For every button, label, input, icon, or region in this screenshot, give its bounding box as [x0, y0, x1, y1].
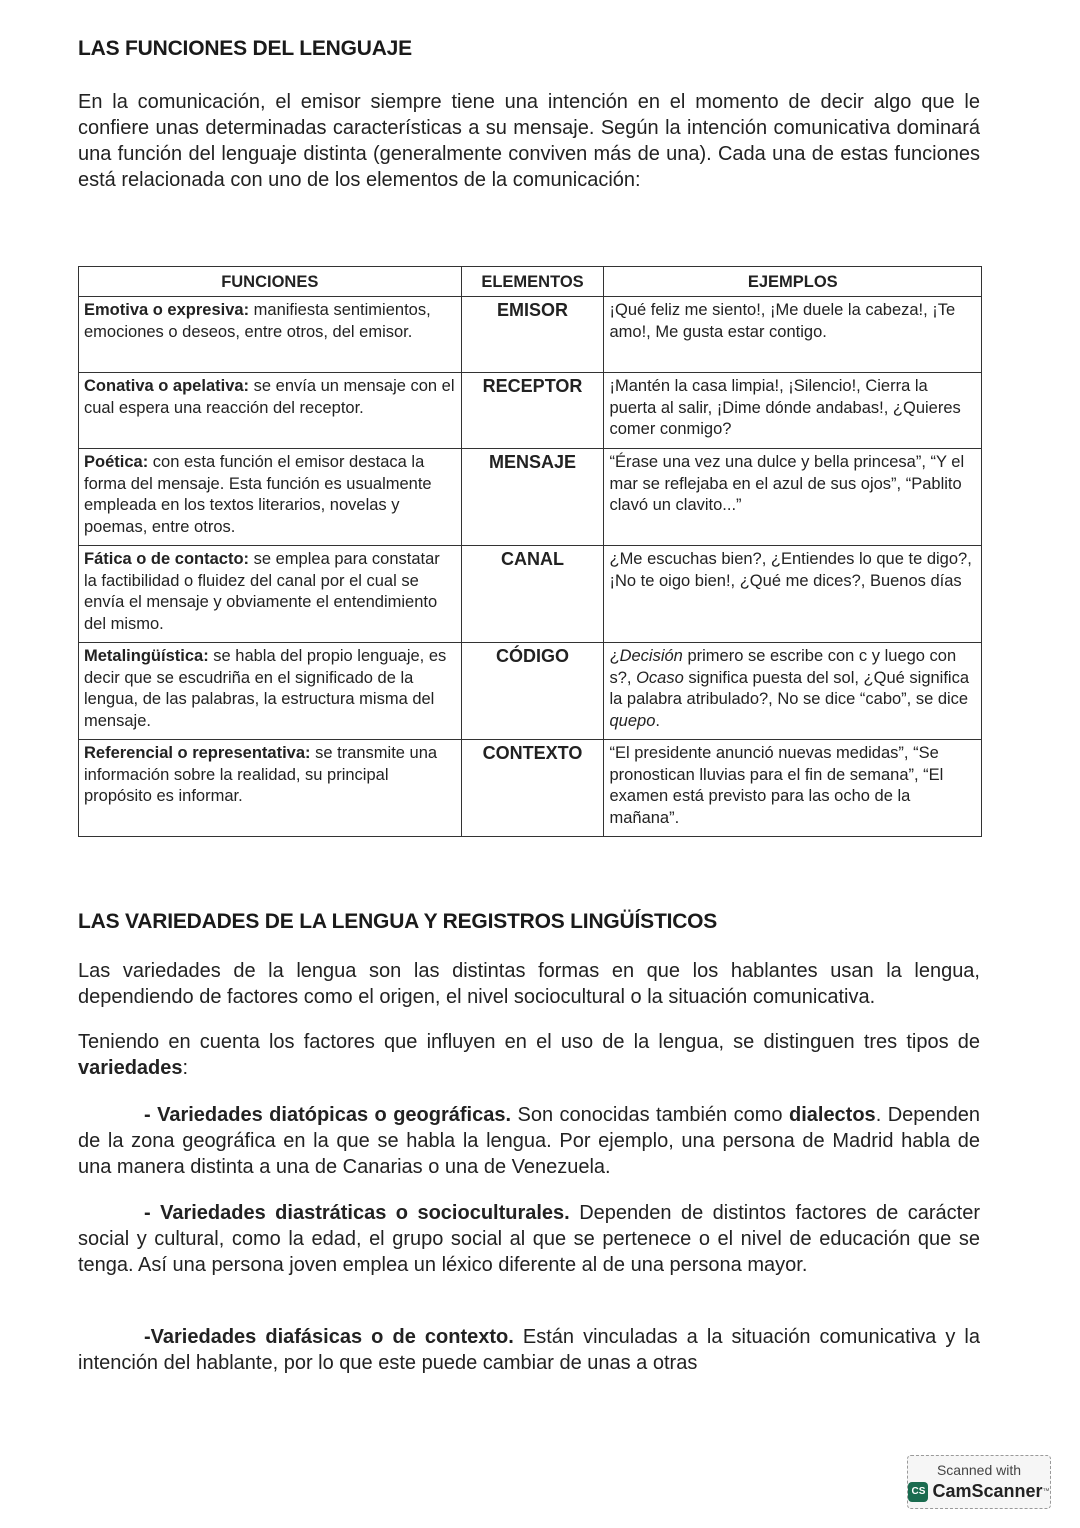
variety-diastraticas: - Variedades diastráticas o socioculturales. Dependen de distintos factores de carácter social y cultural, como la edad, el grupo social al que se pertenece o el nivel de educación que se tenga. Así una persona joven emplea un léxico diferente al de una persona mayor.: [78, 1202, 980, 1276]
function-cell: [79, 373, 462, 449]
header-funciones: FUNCIONES: [79, 267, 462, 297]
section-title-funciones: LAS FUNCIONES DEL LENGUAJE: [78, 37, 412, 60]
examples-cell: ¿Me escuchas bien?, ¿Entiendes lo que te digo?, ¡No te oigo bien!, ¿Qué me dices?, Buenos días: [604, 546, 982, 643]
function-desc: se transmite una información sobre la realidad, su principal propósito es informar.: [84, 744, 438, 805]
variedades-intro-paragraph: Las variedades de la lengua son las distintas formas en que los hablantes usan la lengua, dependiendo de factores como el origen, el nivel sociocultural o la situación comunicativa.: [78, 960, 980, 1008]
camscanner-logo-icon: CS: [908, 1482, 928, 1502]
camscanner-brand: CamScanner: [932, 1481, 1043, 1501]
header-elementos: ELEMENTOS: [461, 267, 604, 297]
table-row: [79, 297, 982, 373]
function-desc: se emplea para constatar la factibilidad o fluidez del canal por el cual se envía el mensaje y obviamente el entendimiento del mismo.: [84, 550, 440, 633]
element-cell: CÓDIGO: [461, 643, 604, 740]
table-row: [79, 643, 982, 740]
table-row: [79, 449, 982, 546]
function-name: Referencial o representativa:: [84, 744, 311, 762]
examples-cell: ¡Mantén la casa limpia!, ¡Silencio!, Cierra la puerta al salir, ¡Dime dónde andabas!, ¿Quieres comer conmigo?: [604, 373, 982, 449]
function-name: Emotiva o expresiva:: [84, 301, 250, 319]
element-cell: CONTEXTO: [461, 740, 604, 837]
dialectos-bold: dialectos: [788, 1104, 876, 1126]
example-text: .: [655, 711, 660, 730]
function-desc: se habla del propio lenguaje, es decir que se escudriña en el significado de la lengua, de las palabras, la estructura misma del mensaje.: [84, 647, 447, 730]
example-italic-word: Ocaso: [636, 668, 684, 687]
variety-diafasicas: -Variedades diafásicas o de contexto. Están vinculadas a la situación comunicativa y la intención del hablante, por lo que este puede cambiar de unas a otras: [78, 1326, 980, 1374]
scanned-with-label: Scanned with: [936, 1462, 1022, 1478]
function-cell: [79, 546, 462, 643]
variety-title: -Variedades diafásicas o de contexto.: [144, 1326, 514, 1348]
function-name: Fática o de contacto:: [84, 550, 250, 568]
element-cell: RECEPTOR: [461, 373, 604, 449]
function-name: Poética:: [84, 453, 149, 471]
function-cell: [79, 643, 462, 740]
function-desc: con esta función el emisor destaca la forma del mensaje. Esta función es usualmente empleada en los textos literarios, novelas y poemas, entre otros.: [84, 453, 432, 536]
variedades-types-paragraph: Teniendo en cuenta los factores que influyen en el uso de la lengua, se distinguen tres tipos de variedades:: [78, 1031, 980, 1079]
examples-cell: “El presidente anunció nuevas medidas”, “Se pronostican lluvias para el fin de semana”, “El examen está previsto para las ocho de la mañana”.: [604, 740, 982, 837]
table-row: [79, 740, 982, 837]
example-italic-word: quepo: [609, 711, 656, 730]
variety-title: - Variedades diastráticas o socioculturales.: [144, 1202, 570, 1224]
function-cell: [79, 297, 462, 373]
function-cell: [79, 740, 462, 837]
function-cell: [79, 449, 462, 546]
example-italic-word: Decisión: [619, 647, 683, 665]
variedades-bold: variedades: [78, 1057, 183, 1079]
examples-cell: “Érase una vez una dulce y bella princesa”, “Y el mar se reflejaba en el azul de sus ojos”, “Pablito clavó un clavito...”: [604, 449, 982, 546]
section-title-variedades: LAS VARIEDADES DE LA LENGUA Y REGISTROS LINGÜÍSTICOS: [78, 910, 718, 933]
function-name: Conativa o apelativa:: [84, 377, 250, 395]
header-ejemplos: EJEMPLOS: [604, 267, 982, 297]
function-desc: se envía un mensaje con el cual espera una reacción del receptor.: [84, 377, 455, 417]
examples-cell: [604, 643, 982, 740]
example-text: ¿: [609, 647, 620, 665]
example-text: significa puesta del sol, ¿Qué significa la palabra atribulado?, No se dice “cabo”, se dice: [609, 668, 970, 708]
element-cell: MENSAJE: [461, 449, 604, 546]
table-header-row: [79, 267, 982, 297]
table-row: [79, 373, 982, 449]
element-cell: CANAL: [461, 546, 604, 643]
element-cell: EMISOR: [461, 297, 604, 373]
camscanner-watermark: [907, 1455, 1051, 1509]
function-desc: manifiesta sentimientos, emociones o deseos, entre otros, del emisor.: [84, 301, 431, 341]
function-name: Metalingüística:: [84, 647, 209, 665]
functions-table: [78, 266, 982, 837]
example-text: primero se escribe con c y luego con s?,: [609, 647, 957, 687]
intro-paragraph: En la comunicación, el emisor siempre tiene una intención en el momento de decir algo que le confiere unas determinadas características a su mensaje. Según la intención comunicativa dominará una función del lenguaje distinta (generalmente conviven más de una). Cada una de estas funciones está relacionada con uno de los elementos de la comunicación:: [78, 91, 980, 191]
table-row: [79, 546, 982, 643]
variety-diatopicas: - Variedades diatópicas o geográficas. Son conocidas también como dialectos. Dependen de la zona geográfica en la que se habla la lengua. Por ejemplo, una persona de Madrid habla de una manera distinta a una de Canarias o una de Venezuela.: [78, 1104, 980, 1178]
variety-title: - Variedades diatópicas o geográficas.: [144, 1104, 512, 1126]
examples-cell: ¡Qué feliz me siento!, ¡Me duele la cabeza!, ¡Te amo!, Me gusta estar contigo.: [604, 297, 982, 373]
trademark-mark: ™: [1042, 1488, 1050, 1495]
